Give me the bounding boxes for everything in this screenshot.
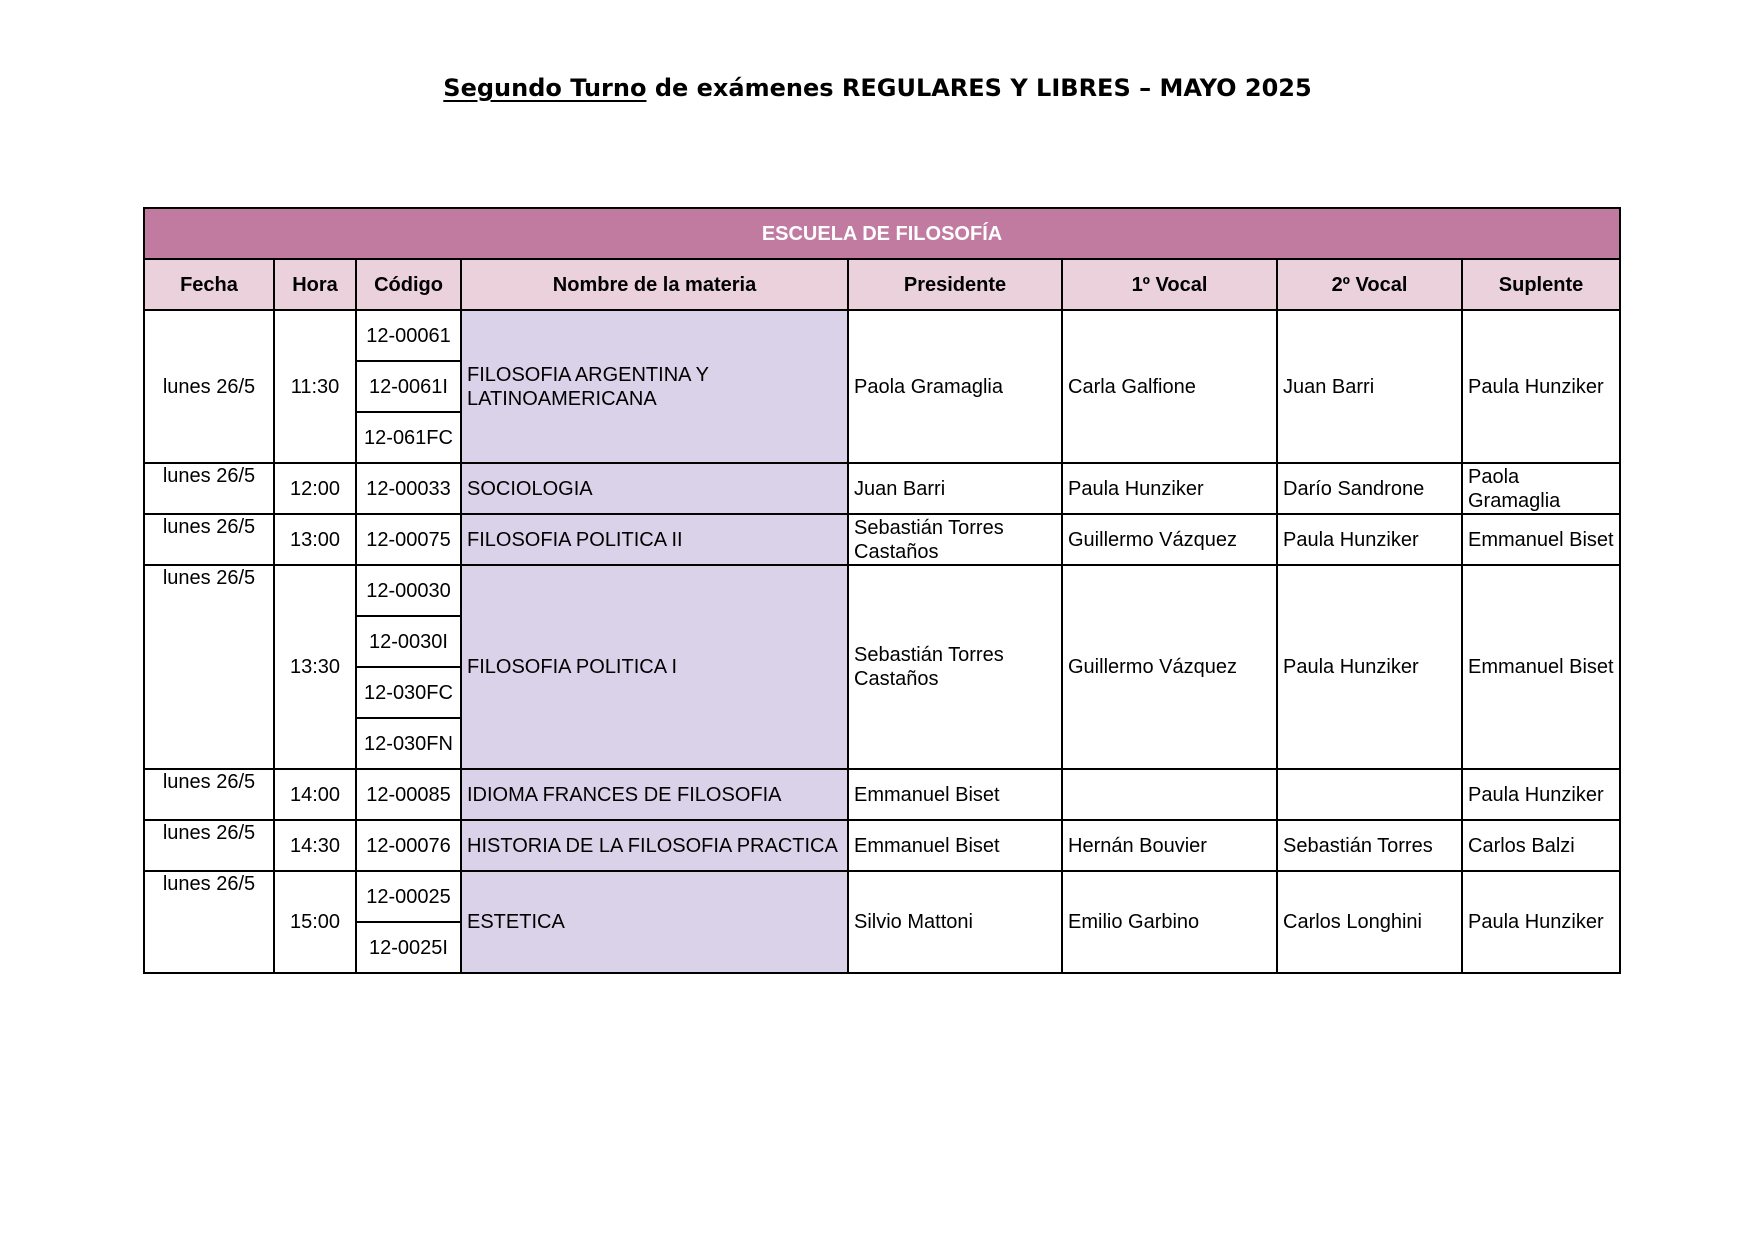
table-row	[144, 565, 1620, 616]
cell-presidente: Silvio Mattoni	[848, 871, 1062, 973]
cell-codigo: 12-0061I	[356, 361, 461, 412]
header-fecha: Fecha	[144, 259, 274, 310]
cell-presidente: Emmanuel Biset	[848, 769, 1062, 820]
cell-fecha: lunes 26/5	[144, 463, 274, 514]
exam-schedule-table	[143, 207, 1621, 974]
page-title	[0, 74, 1755, 102]
header-presidente: Presidente	[848, 259, 1062, 310]
cell-materia: FILOSOFIA POLITICA I	[461, 565, 848, 769]
table-row	[144, 871, 1620, 922]
cell-materia: ESTETICA	[461, 871, 848, 973]
cell-materia: FILOSOFIA POLITICA II	[461, 514, 848, 565]
cell-hora: 14:30	[274, 820, 356, 871]
cell-materia: IDIOMA FRANCES DE FILOSOFIA	[461, 769, 848, 820]
title-underlined: Segundo Turno	[443, 74, 647, 102]
cell-vocal2: Darío Sandrone	[1277, 463, 1462, 514]
cell-hora: 13:30	[274, 565, 356, 769]
header-codigo: Código	[356, 259, 461, 310]
cell-presidente: Emmanuel Biset	[848, 820, 1062, 871]
cell-fecha: lunes 26/5	[144, 871, 274, 973]
cell-presidente: Sebastián Torres Castaños	[848, 565, 1062, 769]
cell-codigo: 12-00085	[356, 769, 461, 820]
cell-materia: FILOSOFIA ARGENTINA Y LATINOAMERICANA	[461, 310, 848, 463]
cell-vocal2	[1277, 769, 1462, 820]
table-row	[144, 769, 1620, 820]
table-body	[144, 310, 1620, 973]
cell-hora: 14:00	[274, 769, 356, 820]
cell-suplente: Paola Gramaglia	[1462, 463, 1620, 514]
cell-codigo: 12-030FN	[356, 718, 461, 769]
cell-presidente: Juan Barri	[848, 463, 1062, 514]
cell-hora: 15:00	[274, 871, 356, 973]
cell-codigo: 12-00061	[356, 310, 461, 361]
cell-vocal2: Sebastián Torres	[1277, 820, 1462, 871]
header-hora: Hora	[274, 259, 356, 310]
cell-codigo: 12-061FC	[356, 412, 461, 463]
header-vocal2: 2º Vocal	[1277, 259, 1462, 310]
cell-vocal1: Paula Hunziker	[1062, 463, 1277, 514]
header-suplente: Suplente	[1462, 259, 1620, 310]
cell-vocal1: Carla Galfione	[1062, 310, 1277, 463]
cell-fecha: lunes 26/5	[144, 565, 274, 769]
cell-suplente: Paula Hunziker	[1462, 769, 1620, 820]
cell-vocal1	[1062, 769, 1277, 820]
table-row	[144, 463, 1620, 514]
title-rest: de exámenes REGULARES Y LIBRES – MAYO 2025	[646, 74, 1312, 102]
cell-suplente: Carlos Balzi	[1462, 820, 1620, 871]
cell-suplente: Paula Hunziker	[1462, 871, 1620, 973]
cell-codigo: 12-00033	[356, 463, 461, 514]
cell-vocal2: Juan Barri	[1277, 310, 1462, 463]
cell-suplente: Emmanuel Biset	[1462, 514, 1620, 565]
cell-materia: HISTORIA DE LA FILOSOFIA PRACTICA	[461, 820, 848, 871]
cell-codigo: 12-0030I	[356, 616, 461, 667]
cell-fecha: lunes 26/5	[144, 820, 274, 871]
cell-vocal1: Emilio Garbino	[1062, 871, 1277, 973]
table-row	[144, 514, 1620, 565]
cell-codigo: 12-0025I	[356, 922, 461, 973]
cell-presidente: Sebastián Torres Castaños	[848, 514, 1062, 565]
cell-suplente: Emmanuel Biset	[1462, 565, 1620, 769]
cell-fecha: lunes 26/5	[144, 310, 274, 463]
header-materia: Nombre de la materia	[461, 259, 848, 310]
cell-hora: 13:00	[274, 514, 356, 565]
cell-codigo: 12-030FC	[356, 667, 461, 718]
cell-codigo: 12-00030	[356, 565, 461, 616]
cell-vocal2: Paula Hunziker	[1277, 514, 1462, 565]
cell-codigo: 12-00075	[356, 514, 461, 565]
cell-suplente: Paula Hunziker	[1462, 310, 1620, 463]
cell-vocal2: Paula Hunziker	[1277, 565, 1462, 769]
school-header: ESCUELA DE FILOSOFÍA	[144, 208, 1620, 259]
cell-codigo: 12-00025	[356, 871, 461, 922]
header-vocal1: 1º Vocal	[1062, 259, 1277, 310]
cell-hora: 12:00	[274, 463, 356, 514]
cell-presidente: Paola Gramaglia	[848, 310, 1062, 463]
cell-vocal2: Carlos Longhini	[1277, 871, 1462, 973]
cell-vocal1: Guillermo Vázquez	[1062, 565, 1277, 769]
cell-vocal1: Guillermo Vázquez	[1062, 514, 1277, 565]
cell-fecha: lunes 26/5	[144, 514, 274, 565]
cell-codigo: 12-00076	[356, 820, 461, 871]
cell-materia: SOCIOLOGIA	[461, 463, 848, 514]
table-row	[144, 310, 1620, 361]
cell-fecha: lunes 26/5	[144, 769, 274, 820]
cell-vocal1: Hernán Bouvier	[1062, 820, 1277, 871]
table-row	[144, 820, 1620, 871]
cell-hora: 11:30	[274, 310, 356, 463]
